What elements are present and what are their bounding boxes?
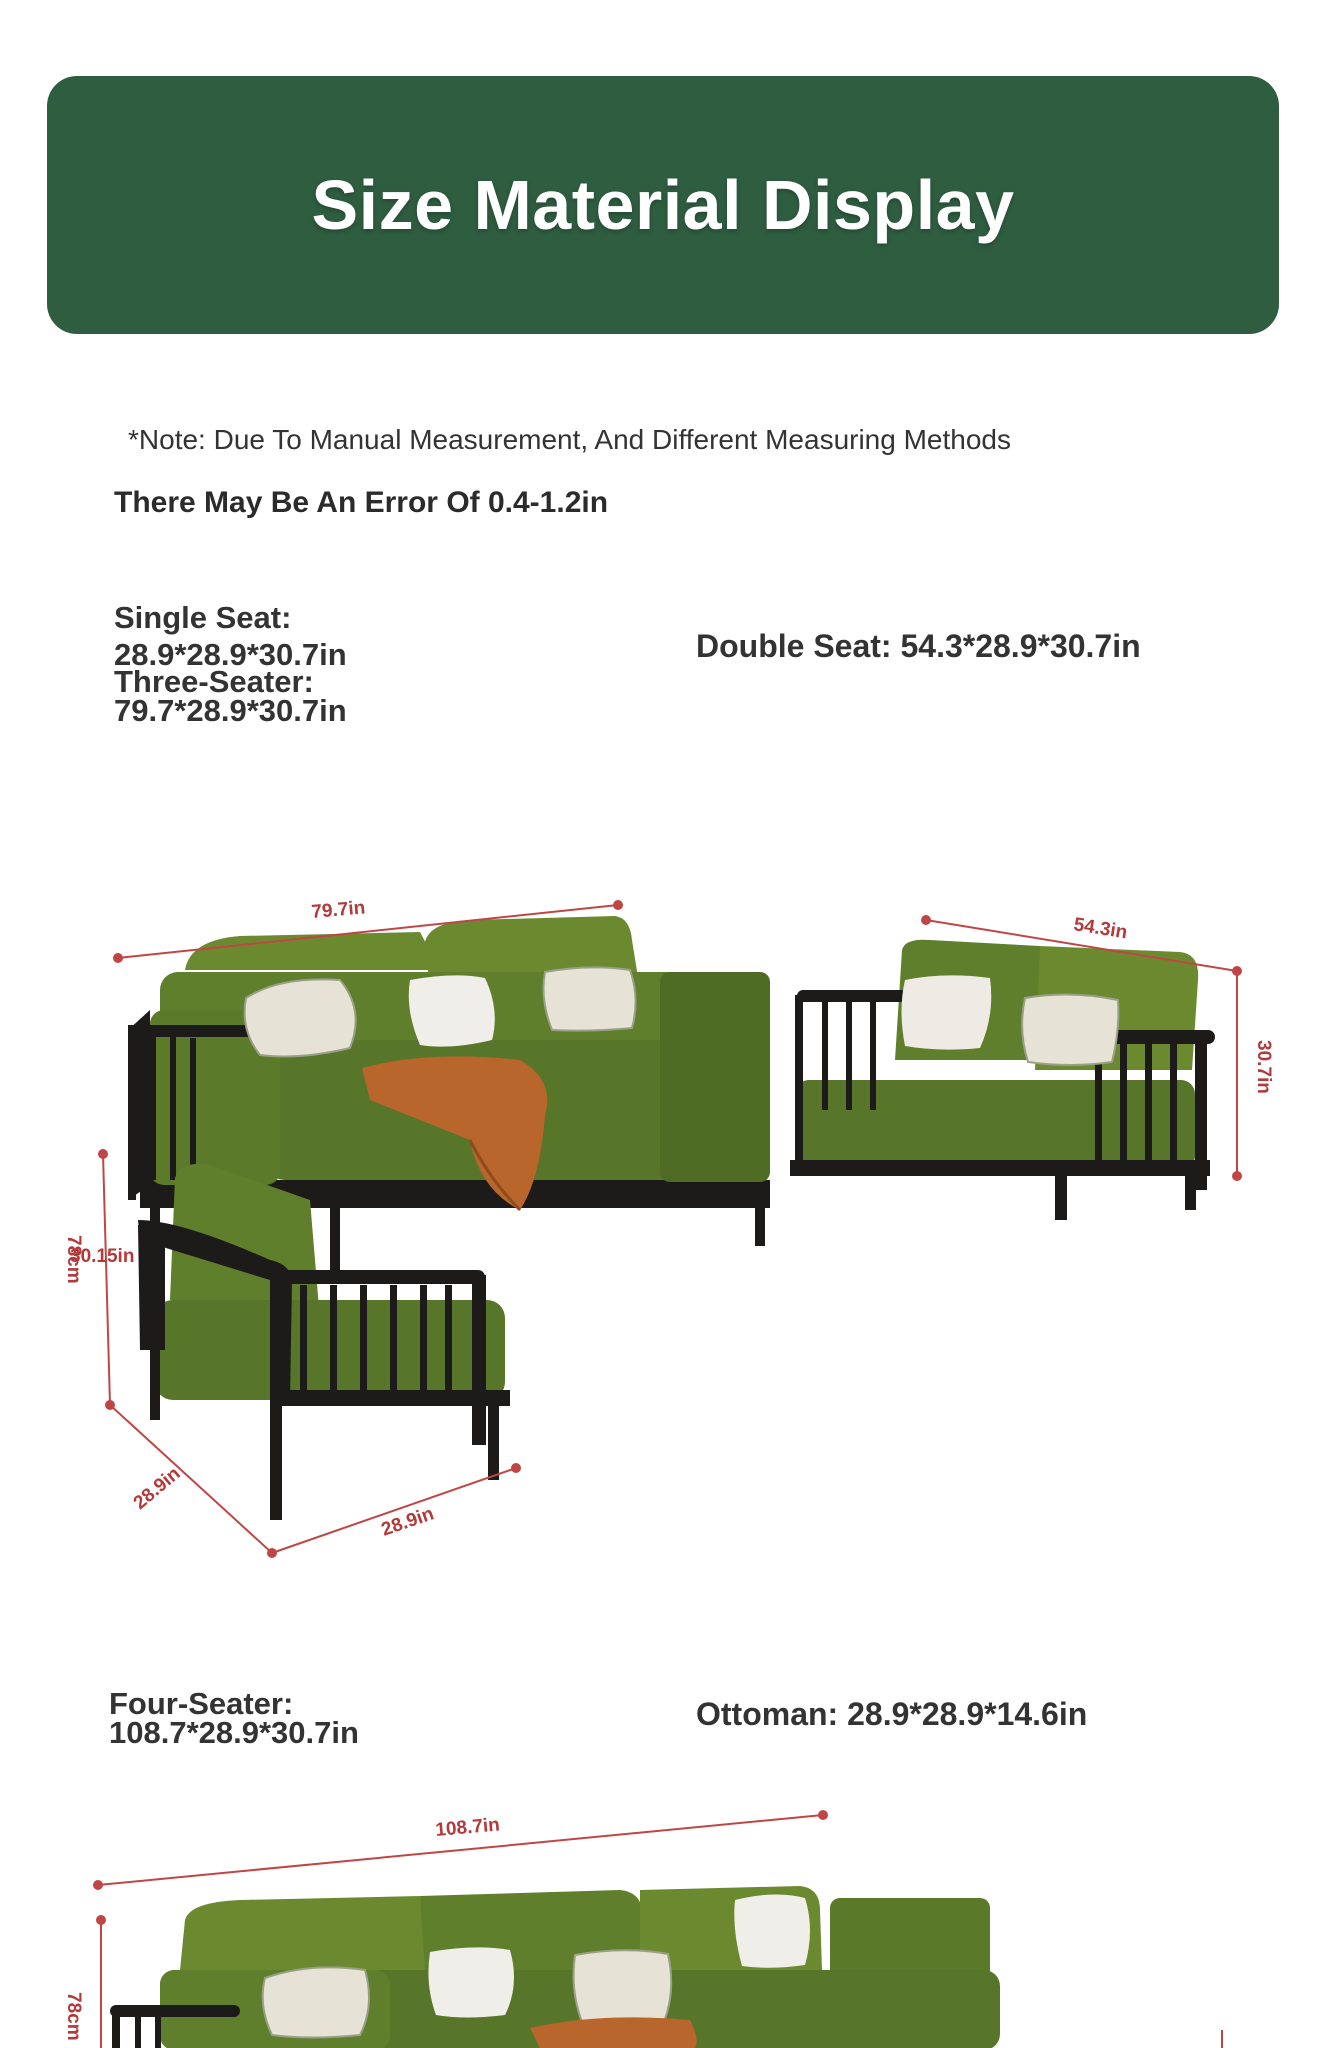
spec-single-three (114, 602, 347, 726)
dim-single-height: 30.15in (70, 1246, 135, 1267)
dim-single-height-cm: 78cm (63, 1235, 84, 1284)
dim-double-width: 54.3in (1072, 914, 1129, 944)
sofa-set-illustration (0, 880, 1322, 1580)
spec-ottoman: Ottoman: 28.9*28.9*14.6in (696, 1696, 1088, 1732)
spec-single-label: Single Seat: (114, 600, 292, 635)
double-seat-illustration (790, 940, 1215, 1220)
spec-single-value: 28.9*28.9*30.7in (114, 637, 347, 672)
header-banner (47, 76, 1279, 334)
dim-four-height-cm: 78cm (63, 1992, 84, 2041)
dim-double-height: 30.7in (1253, 1040, 1274, 1094)
spec-four-label: Four-Seater: (109, 1686, 294, 1721)
page-title: Size Material Display (311, 166, 1015, 244)
spec-four-value: 108.7*28.9*30.7in (109, 1715, 359, 1750)
spec-three-value: 79.7*28.9*30.7in (114, 693, 347, 728)
spec-four (109, 1688, 359, 1748)
dim-single-width: 28.9in (378, 1503, 437, 1541)
measurement-note: *Note: Due To Manual Measurement, And Different Measuring Methods (128, 424, 1011, 455)
dim-single-depth: 28.9in (129, 1463, 185, 1514)
dim-four-width: 108.7in (434, 1814, 501, 1841)
dim-three-width: 79.7in (310, 897, 367, 923)
spec-three-label: Three-Seater: (114, 664, 314, 699)
error-note: There May Be An Error Of 0.4-1.2in (114, 486, 609, 519)
spec-double: Double Seat: 54.3*28.9*30.7in (696, 628, 1141, 664)
four-seater-illustration (0, 1790, 1322, 2048)
single-seat-illustration (138, 1164, 510, 1520)
